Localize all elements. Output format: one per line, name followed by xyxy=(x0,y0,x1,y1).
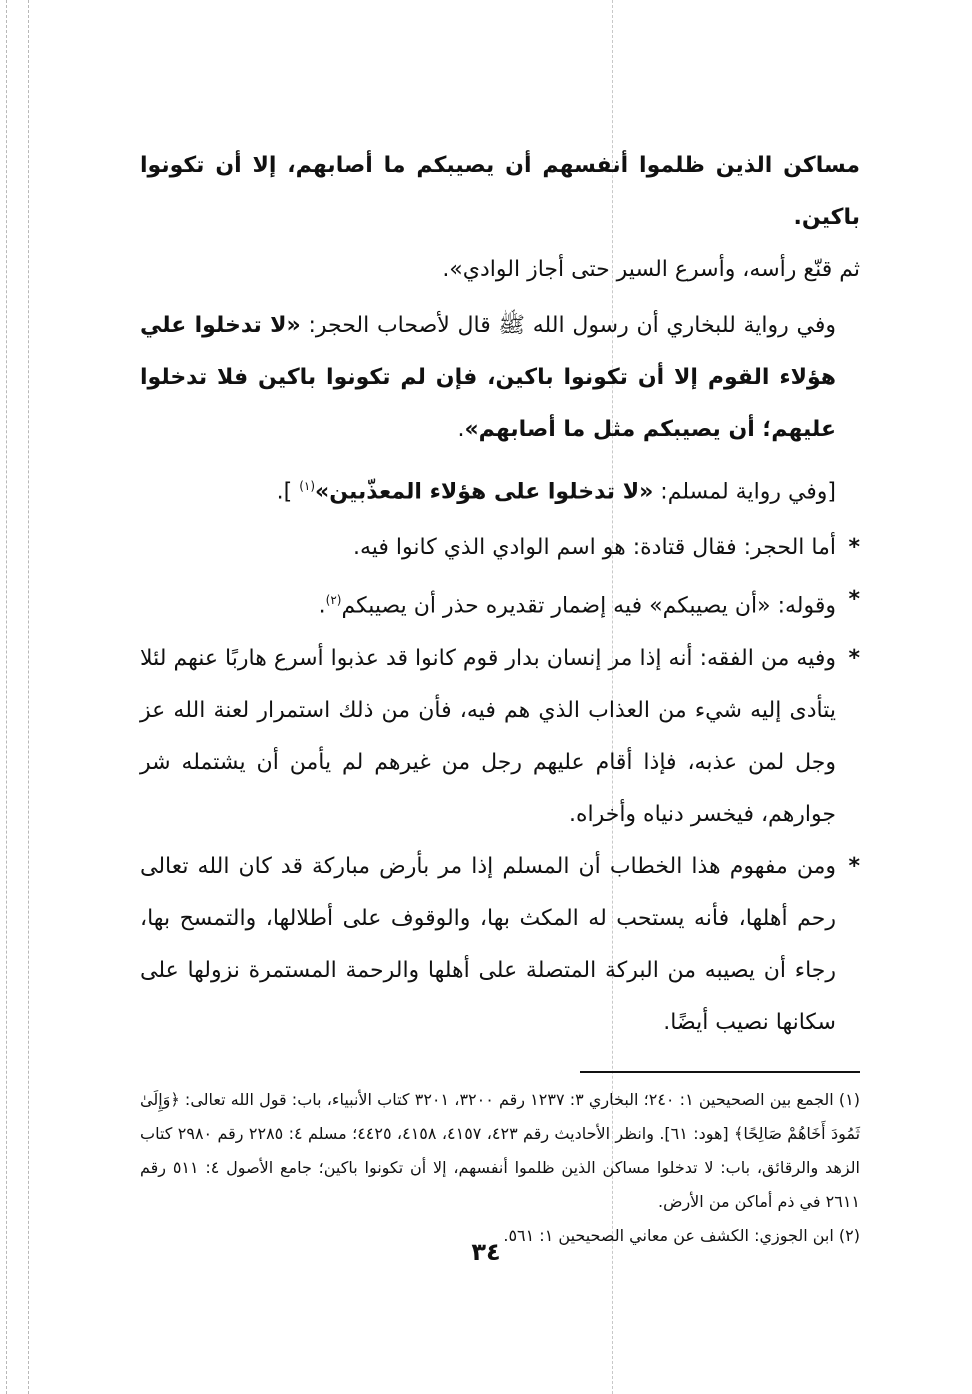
narration-intro: وفي رواية للبخاري أن رسول الله ﷺ قال لأصحاب الحجر: xyxy=(300,313,836,338)
bullet-text: وفيه من الفقه: أنه إذا مر إنسان بدار قوم كانوا قد عذبوا أسرع هاربًا عنهم لئلا يتأدى إليه شيء من العذاب الذي هم فيه، فأن من ذلك استمرار لعنة الله عز وجل لمن عذبه، فإذا أقام عليهم رجل من غيرهم لم يأمن أن يشتمله شر جوارهم، فيخسر دنياه وأخراه. xyxy=(140,645,836,827)
bullet-item xyxy=(140,633,860,841)
footnote-text: ابن الجوزي: الكشف عن معاني الصحيحين ١: ٥٦١. xyxy=(503,1225,834,1245)
bullet-text-main: وقوله: «أن يصيبكم» فيه إضمار تقديره حذر أن يصيبكم xyxy=(341,593,836,619)
paragraph-bukhari-narration xyxy=(140,300,860,456)
footnote-text: الجمع بين الصحيحين ١: ٢٤٠؛ البخاري ٣: ١٢٣٧ رقم ٣٢٠٠، ٣٢٠١ كتاب الأنبياء، باب: قول الله تعالى: ﴿وَإِلَىٰ ثَمُودَ أَخَاهُمْ صَالِحًا﴾ [هود: ٦١]. وانظر الأحاديث رقم ٤٢٣، ٤١٥٧، ٤١٥٨، ٤٤٢٥؛ مسلم ٤: ٢٢٨٥ رقم ٢٩٨٠ كتاب الزهد والرقائق، باب: لا تدخلوا مساكن الذين ظلموا أنفسهم، إلا أن تكونوا باكين؛ جامع الأصول ٤: ٥١١ رقم ٢٦١١ في ذم أماكن من الأرض. xyxy=(140,1089,861,1211)
asterisk-bullet: * xyxy=(848,853,860,879)
asterisk-bullet: * xyxy=(848,535,860,561)
bullet-item xyxy=(140,574,860,632)
footnote-number: (١) xyxy=(838,1089,860,1109)
bracket-close: ]. xyxy=(276,479,300,505)
footnote-1 xyxy=(140,1083,860,1219)
punctuation: . xyxy=(457,417,465,442)
scan-margin-line xyxy=(28,0,29,1394)
bullet-text xyxy=(140,574,836,632)
hadith-quote: مساكن الذين ظلموا أنفسهم أن يصيبكم ما أصابهم، إلا أن تكونوا باكين. xyxy=(140,153,860,230)
hadith-quote: «لا تدخلوا علي هؤلاء القوم إلا أن تكونوا باكين، فإن لم تكونوا باكين فلا تدخلوا عليهم؛ أن يصيبكم مثل ما أصابهم» xyxy=(140,313,836,442)
page-number: ٣٤ xyxy=(471,1238,501,1266)
paragraph-muslim-narration xyxy=(140,460,860,518)
asterisk-bullet: * xyxy=(848,645,860,671)
bullet-text: ومن مفهوم هذا الخطاب أن المسلم إذا مر بأرض مباركة قد كان الله تعالى رحم أهلها، فأنه يستحب له المكث بها، والوقوف على أطلالها، والتمسح بها، رجاء أن يصيبه من البركة المتصلة على أهلها والرحمة المستمرة نزولها على سكانها نصيب أيضًا. xyxy=(140,853,836,1035)
punctuation: . xyxy=(318,593,326,619)
bullet-item xyxy=(140,522,860,574)
hadith-quote: «لا تدخلوا على هؤلاء المعذّبين» xyxy=(315,479,654,505)
narration-text: ثم قنّع رأسه، وأسرع السير حتى أجاز الوادي». xyxy=(442,257,860,282)
footnote-separator xyxy=(580,1071,860,1073)
scan-margin-line xyxy=(6,0,7,1394)
paragraph-hadith-continuation xyxy=(140,140,860,296)
bullet-text: أما الحجر: فقال قتادة: هو اسم الوادي الذي كانوا فيه. xyxy=(352,535,836,561)
narration-intro: [وفي رواية لمسلم: xyxy=(653,479,836,505)
footnote-number: (٢) xyxy=(838,1225,860,1245)
asterisk-bullet: * xyxy=(848,587,860,613)
footnote-ref: (٢) xyxy=(325,593,342,608)
footnote-ref: (١) xyxy=(299,479,316,493)
bullet-item xyxy=(140,841,860,1049)
page-body xyxy=(140,140,860,1253)
